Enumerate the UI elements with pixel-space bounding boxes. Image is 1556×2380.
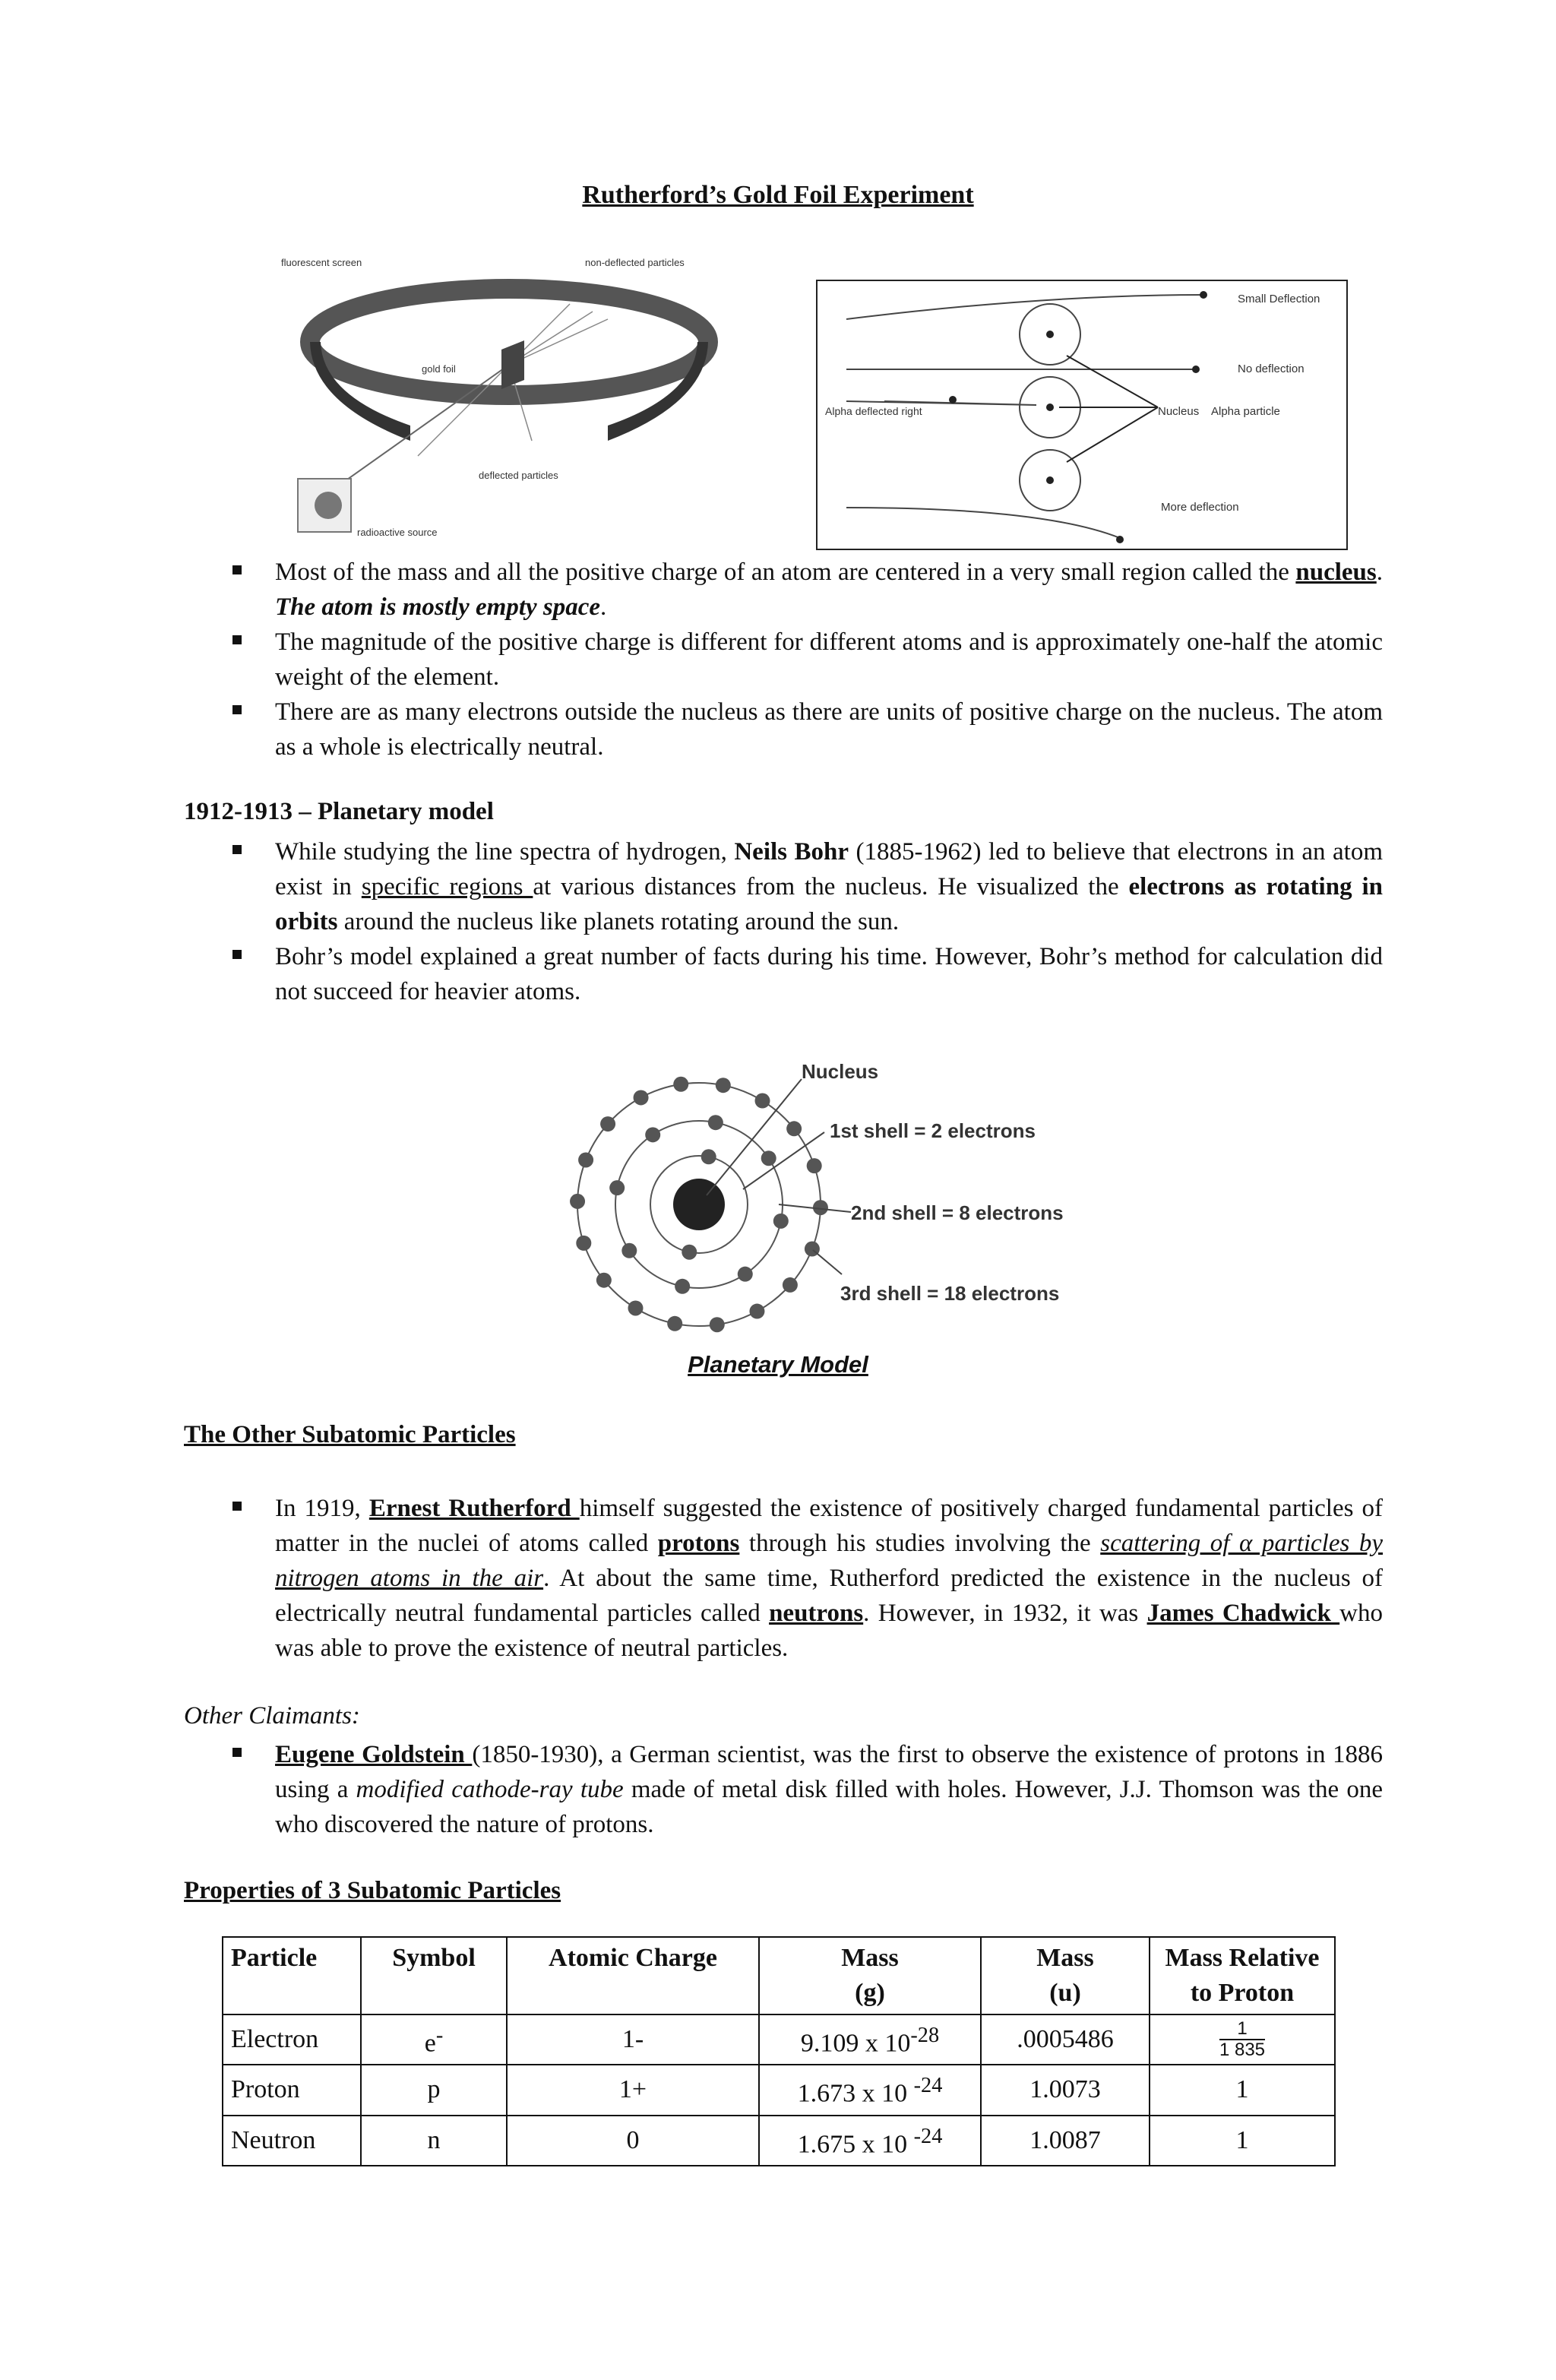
more-deflection-label: More deflection: [1161, 501, 1239, 514]
col-mass-relative: Mass Relative to Proton: [1150, 1937, 1335, 2014]
rutherford-bullet-list: [228, 555, 1383, 764]
claimants-bullet-list: [228, 1737, 1383, 1842]
list-item: Bohr’s model explained a great number of facts during his time. However, Bohr’s method for calculation did not succeed for heavier atoms.: [228, 939, 1383, 1009]
table-row: Electron e- 1- 9.109 x $10^{-28}$ .0005486 $\frac{1}{1 835}$: [223, 2014, 1335, 2065]
gold-foil-apparatus-figure: [258, 251, 745, 555]
electron-dot: [786, 1121, 802, 1136]
electron-dot: [609, 1180, 625, 1195]
planetary-model-heading: 1912-1913 – Planetary model: [184, 798, 494, 825]
gold-foil-label: gold foil: [422, 363, 456, 375]
electron-dot: [682, 1245, 697, 1260]
electron-dot: [710, 1317, 725, 1332]
col-symbol: Symbol: [361, 1937, 507, 2014]
electron-dot: [645, 1127, 660, 1142]
electron-dot: [628, 1300, 643, 1315]
subatomic-bullet-list: [228, 1491, 1383, 1666]
list-item: Eugene Goldstein (1850-1930), a German scientist, was the first to observe the existence of protons in 1886 using a modified cathode-ray tube made of metal disk filled with holes. However, J.J. Thomson was the one who discovered the nature of protons.: [228, 1737, 1383, 1842]
electron-dot: [783, 1277, 798, 1293]
electron-dot: [667, 1316, 682, 1331]
electron-shell-diagram: [555, 1052, 1132, 1334]
page-title: Rutherford’s Gold Foil Experiment: [582, 181, 974, 209]
electron-dot: [755, 1093, 770, 1109]
electron-dot: [761, 1150, 776, 1166]
electron-dot: [738, 1267, 753, 1282]
table-row: Proton p 1+ 1.673 x 10 $^{-24}$ 1.0073 1: [223, 2065, 1335, 2115]
alpha-deflected-label: Alpha deflected right: [825, 405, 922, 417]
col-particle: Particle: [223, 1937, 361, 2014]
electron-dot: [701, 1149, 716, 1164]
list-item: Most of the mass and all the positive charge of an atom are centered in a very small region called the nucleus. The atom is mostly empty space.: [228, 555, 1383, 625]
subatomic-heading: The Other Subatomic Particles: [184, 1421, 516, 1448]
non-deflected-label: non-deflected particles: [585, 257, 685, 268]
radioactive-source-label: radioactive source: [357, 527, 438, 538]
nucleus-label: Nucleus: [802, 1060, 879, 1083]
electron-dot: [749, 1304, 764, 1319]
col-mass-g: Mass (g): [759, 1937, 981, 2014]
electron-dot: [576, 1236, 591, 1251]
no-deflection-label: No deflection: [1238, 362, 1305, 375]
shell3-label: 3rd shell = 18 electrons: [840, 1282, 1060, 1305]
fraction: $\frac{1}{1 835}$: [1219, 2018, 1266, 2061]
table-header-row: [223, 1937, 1335, 2014]
figure-caption: Planetary Model: [688, 1351, 868, 1378]
electron-dot: [570, 1194, 585, 1209]
electron-dot: [621, 1243, 637, 1258]
electron-dot: [773, 1214, 789, 1229]
other-claimants-label: Other Claimants:: [184, 1702, 360, 1730]
list-item: The magnitude of the positive charge is different for different atoms and is approximately one-half the atomic weight of the element.: [228, 625, 1383, 695]
fluorescent-screen-label: fluorescent screen: [281, 257, 362, 268]
electron-dot: [600, 1116, 615, 1131]
electron-dot: [716, 1078, 731, 1093]
electron-dot: [807, 1158, 822, 1173]
list-item: There are as many electrons outside the nucleus as there are units of positive charge on the nucleus. The atom as a whole is electrically neutral.: [228, 695, 1383, 764]
shell1-label: 1st shell = 2 electrons: [830, 1119, 1036, 1142]
col-mass-u: Mass (u): [981, 1937, 1150, 2014]
electron-dot: [675, 1279, 690, 1294]
properties-table: [222, 1936, 1336, 2166]
electron-dot: [578, 1152, 593, 1167]
table-row: Neutron n 0 1.675 x 10 $^{-24}$ 1.0087 1: [223, 2116, 1335, 2166]
list-item: While studying the line spectra of hydrogen, Neils Bohr (1885-1962) led to believe that electrons in an atom exist in specific regions at various distances from the nucleus. He visualized the electrons as rotating in orbits around the nucleus like planets rotating around the sun.: [228, 834, 1383, 939]
list-item: In 1919, Ernest Rutherford himself suggested the existence of positively charged fundamental particles of matter in the nuclei of atoms called protons through his studies involving the scattering of α particles by nitrogen atoms in the air. At about the same time, Rutherford predicted the existence in the nucleus of electrically neutral fundamental particles called neutrons. However, in 1932, it was James Chadwick who was able to prove the existence of neutral particles.: [228, 1491, 1383, 1666]
electron-dot: [634, 1090, 649, 1105]
planetary-bullet-list: [228, 834, 1383, 1009]
nucleus-label: Nucleus: [1158, 405, 1200, 418]
electron-dot: [596, 1273, 612, 1288]
col-charge: Atomic Charge: [507, 1937, 759, 2014]
properties-heading: Properties of 3 Subatomic Particles: [184, 1877, 561, 1904]
alpha-particle-label: Alpha particle: [1211, 405, 1280, 418]
shell2-label: 2nd shell = 8 electrons: [851, 1201, 1064, 1224]
electron-dot: [673, 1077, 688, 1092]
deflection-diagram-figure: [816, 280, 1348, 550]
small-deflection-label: Small Deflection: [1238, 293, 1320, 305]
deflected-particles-label: deflected particles: [479, 470, 558, 481]
electron-dot: [708, 1115, 723, 1130]
